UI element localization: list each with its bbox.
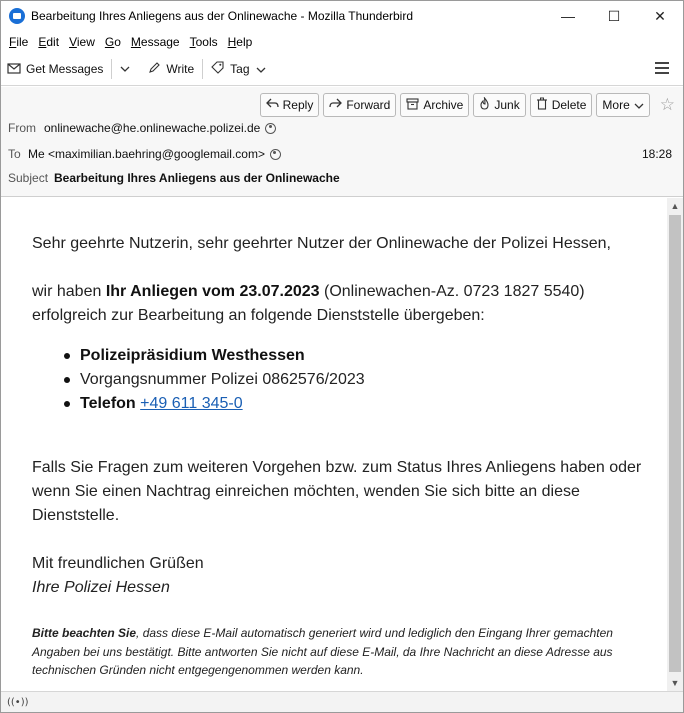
toolbar-separator [202,59,203,79]
agency-list [80,344,652,416]
inbox-download-icon [7,62,21,77]
window-title: Bearbeitung Ihres Anliegens aus der Onlinewache - Mozilla Thunderbird [31,9,414,23]
menu-tools[interactable]: Tools [189,35,218,49]
title-bar [1,1,683,31]
subject-row [8,171,340,185]
closing: Mit freundlichen Grüßen [32,555,204,572]
archive-button[interactable] [400,93,469,117]
tag-label: Tag [230,62,250,76]
pencil-icon [148,61,161,77]
junk-label: Junk [494,98,520,112]
app-menu-icon[interactable] [655,62,669,74]
more-button[interactable] [596,93,649,117]
to-row [8,147,281,161]
scroll-thumb[interactable] [669,215,681,672]
scroll-up-icon[interactable]: ▲ [670,201,680,211]
more-dropdown-icon [634,98,644,112]
get-messages-dropdown-icon[interactable] [114,63,136,75]
archive-box-icon [406,98,419,113]
status-bar [1,691,683,712]
star-icon[interactable]: ☆ [659,95,675,114]
list-item: Polizeipräsidium Westhessen [80,344,652,368]
trash-icon [536,97,548,113]
menu-view[interactable]: View [69,35,95,49]
delete-button[interactable] [530,93,593,117]
tag-dropdown-icon [256,62,266,76]
flame-icon [479,97,490,113]
reply-label: Reply [282,98,314,112]
greeting: Sehr geehrte Nutzerin, sehr geehrter Nutzer der Onlinewache der Polizei Hessen, [32,235,611,252]
scrollbar[interactable] [667,198,683,691]
get-messages-button[interactable] [1,56,109,82]
forward-label: Forward [346,98,391,112]
menu-file[interactable]: File [9,35,29,49]
write-label: Write [166,62,195,76]
menu-edit[interactable]: Edit [38,35,60,49]
signature: Ihre Polizei Hessen [32,579,170,596]
phone-link[interactable]: +49 611 345-0 [140,395,243,412]
reply-arrow-icon [266,98,279,112]
get-messages-label: Get Messages [26,62,104,76]
message-header [1,87,683,197]
paragraph-1: wir haben Ihr Anliegen vom 23.07.2023 (Onlinewachen-Az. 0723 1827 5540) erfolgreich zur Bearbeitung an folgende Dienststelle übergeben: [32,283,585,324]
thunderbird-logo-icon [9,8,25,24]
to-address[interactable]: Me <maximilian.baehring@googlemail.com> [28,147,265,161]
message-time: 18:28 [641,147,672,161]
more-label: More [602,98,630,112]
main-toolbar [1,53,683,86]
subject-value: Bearbeitung Ihres Anliegens aus der Onlinewache [54,171,340,185]
notice-text: Bitte beachten Sie, dass diese E-Mail automatisch generiert wird und lediglich den Eingang Ihrer gemachten Angaben bei uns bestätigt. Bitte antworten Sie nicht auf diese E-Mail, da Ihre Nachricht an diese Adresse aus technischen Gründen nicht entgegengenommen werden kann. [32,626,613,677]
menu-message[interactable]: Message [130,35,180,49]
from-label: From [8,121,36,135]
menu-go[interactable]: Go [104,35,121,49]
menu-bar [1,31,683,53]
forward-button[interactable] [323,93,396,117]
scroll-down-icon[interactable]: ▼ [670,678,680,688]
maximize-button[interactable]: ☐ [607,7,621,24]
contact-icon[interactable] [265,123,276,134]
minimize-button[interactable]: — [561,8,575,24]
junk-button[interactable] [473,93,525,117]
subject-label: Subject [8,171,49,185]
contact-icon[interactable] [270,149,281,160]
from-row [8,121,276,135]
close-button[interactable]: ✕ [654,7,666,24]
menu-help[interactable]: Help [227,35,253,49]
paragraph-2: Falls Sie Fragen zum weiteren Vorgehen bzw. zum Status Ihres Anliegens haben oder wenn Sie einen Nachtrag einreichen möchten, wenden Sie sich bitte an diese Dienststelle. [32,459,642,524]
from-address[interactable]: onlinewache@he.onlinewache.polizei.de [44,121,261,135]
tag-button[interactable] [205,56,271,82]
message-actions [256,93,675,117]
list-item: Vorgangsnummer Polizei 0862576/2023 [80,368,652,392]
tag-icon [211,61,225,77]
message-body [1,198,667,691]
list-item: Telefon +49 611 345-0 [80,392,652,416]
write-button[interactable] [142,56,200,82]
reply-button[interactable] [260,93,320,117]
activity-icon[interactable]: ((•)) [7,696,29,708]
message-content [32,232,652,600]
archive-label: Archive [423,98,464,112]
toolbar-separator [111,59,112,79]
delete-label: Delete [551,98,587,112]
forward-arrow-icon [329,98,342,112]
to-label: To [8,147,21,161]
